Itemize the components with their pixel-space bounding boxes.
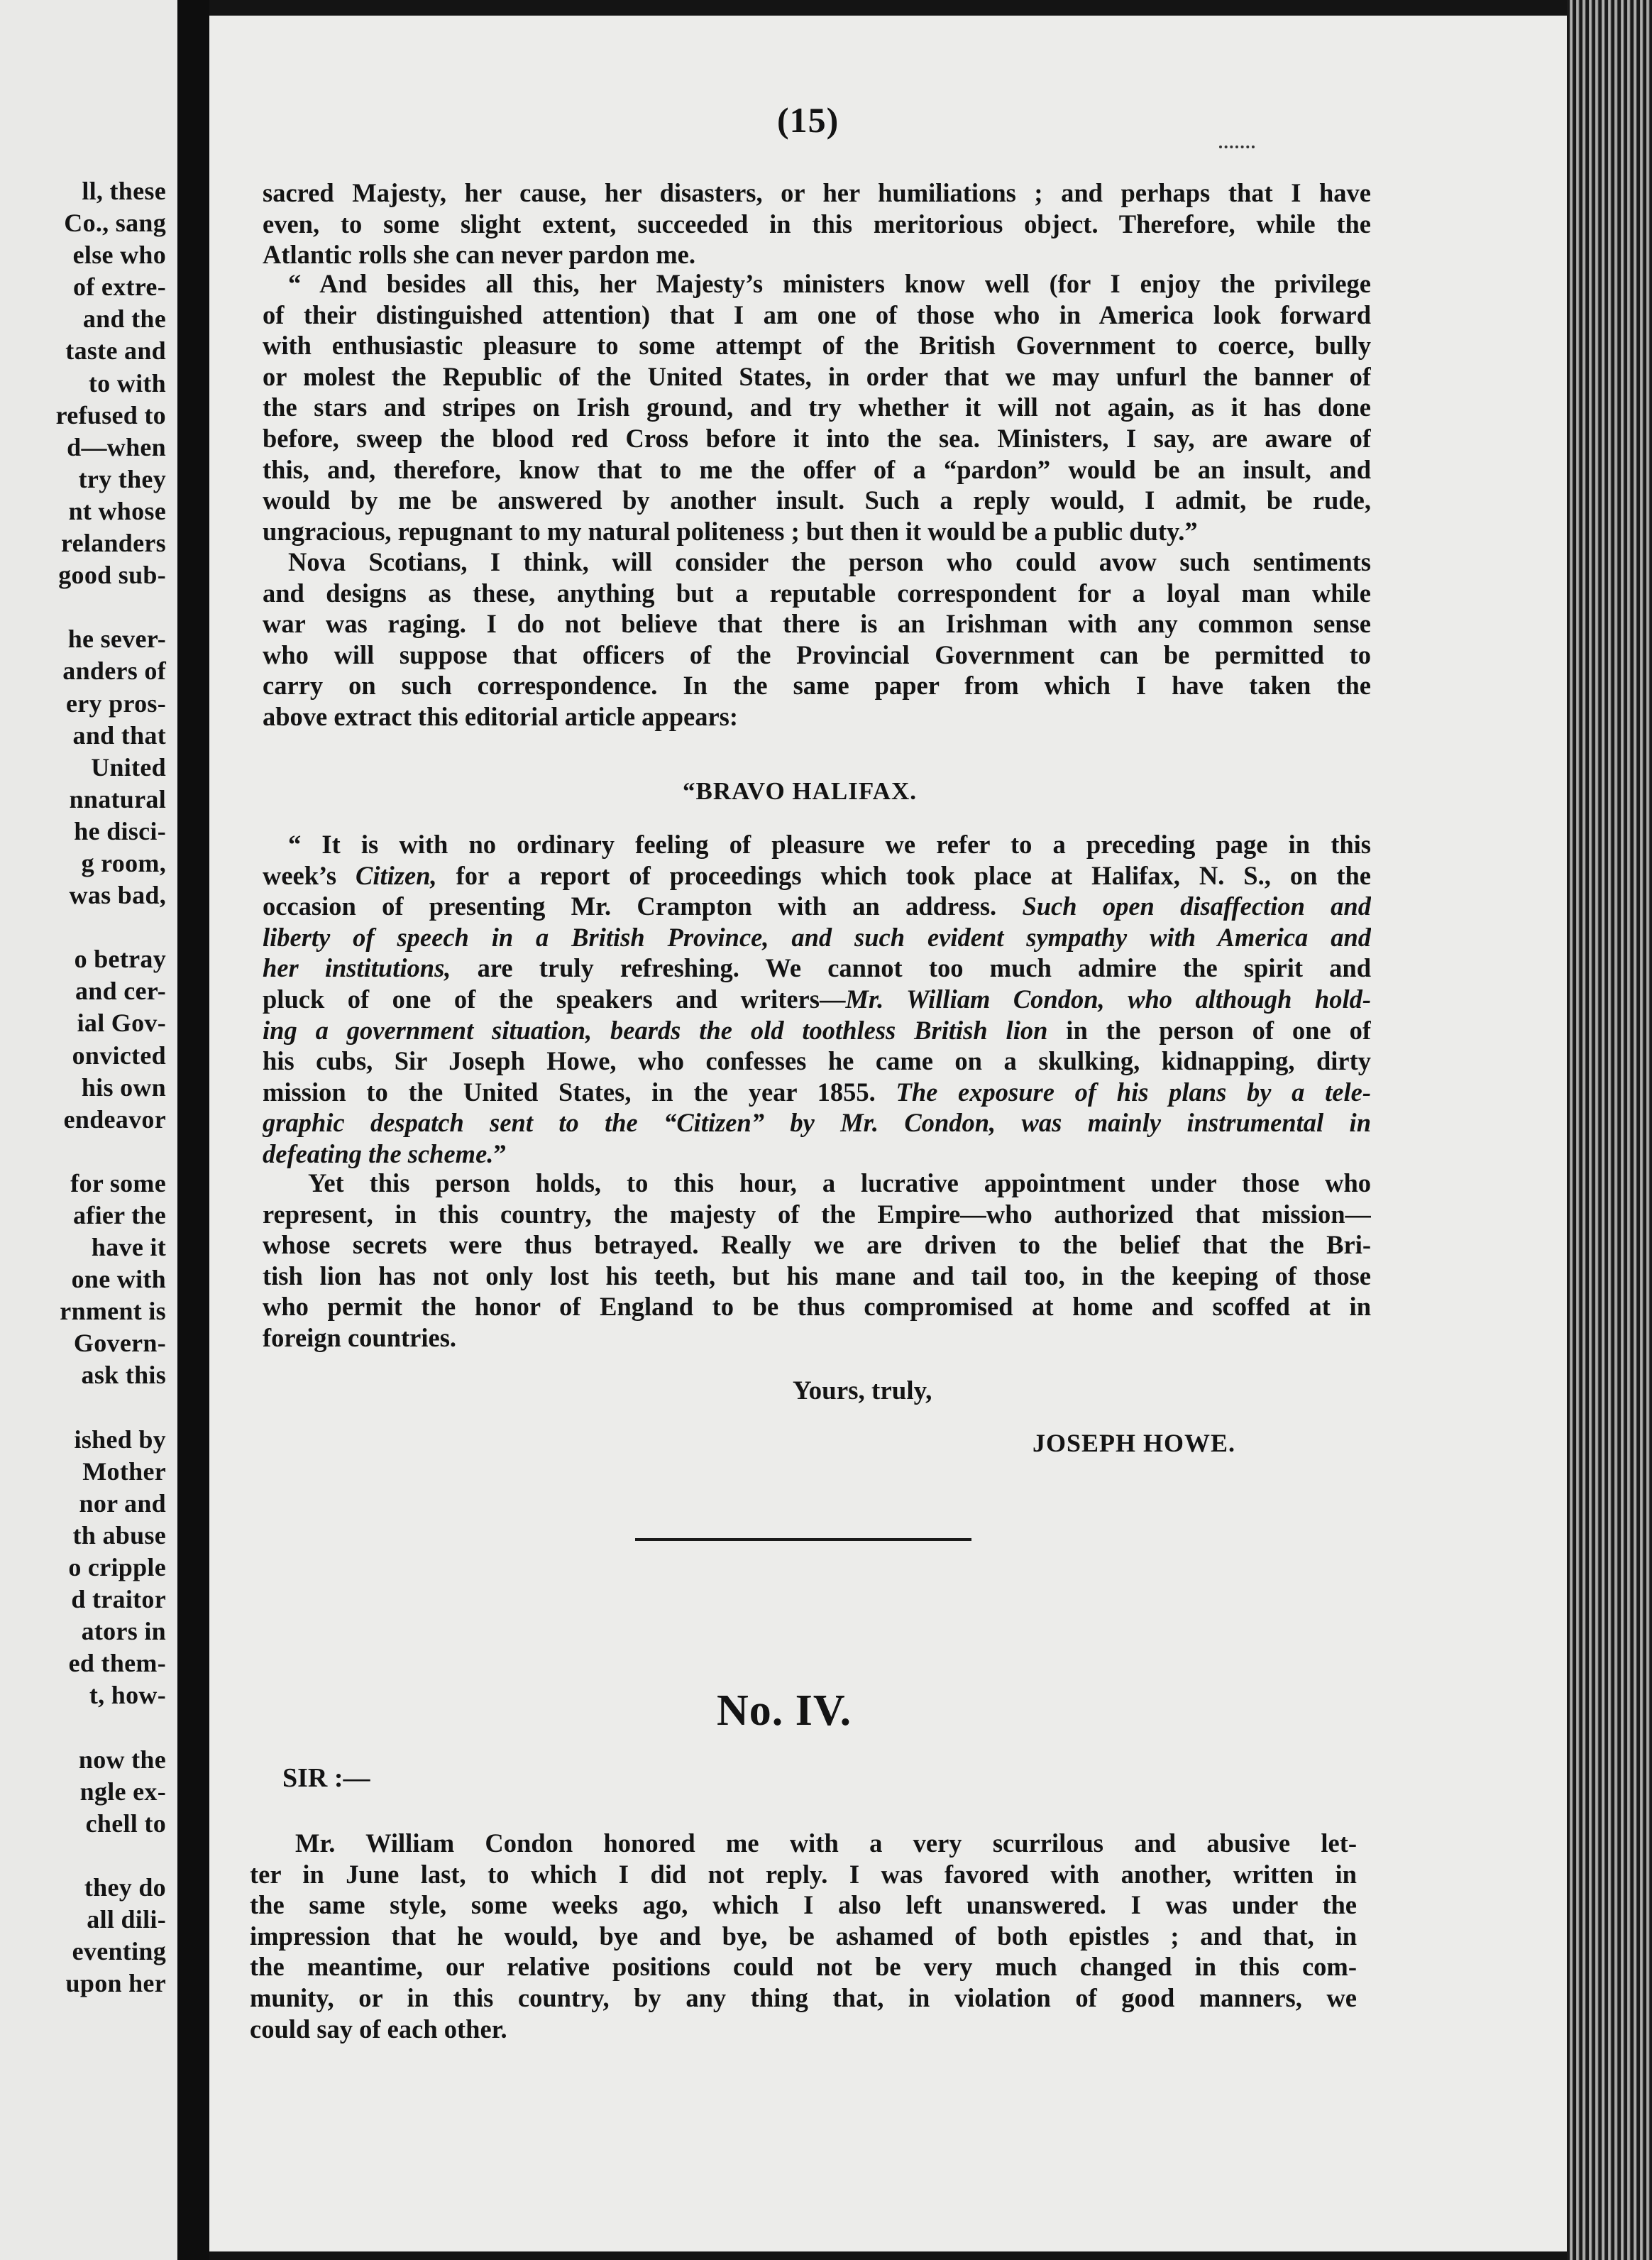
left-page-line: [56, 1840, 166, 1872]
text-line: pluck of one of the speakers and writers—Mr. William Condon, who although hold-: [263, 984, 1371, 1014]
left-page-line: they do: [84, 1872, 166, 1902]
text-line: his cubs, Sir Joseph Howe, who confesses he came on a skulking, kidnapping, dirty: [263, 1046, 1371, 1076]
left-page-line: was bad,: [69, 881, 166, 910]
left-page-line: for some: [70, 1168, 166, 1197]
text-line: the meantime, our relative positions could not be very much changed in this com-: [250, 1952, 1357, 1982]
left-page-line: refused to: [55, 400, 166, 429]
text-line: whose secrets were thus betrayed. Really we are driven to the belief that the Bri-: [263, 1230, 1371, 1260]
letter-signature: JOSEPH HOWE.: [1032, 1429, 1236, 1457]
left-page-line: relanders: [60, 529, 166, 558]
quoted-article-heading: “BRAVO HALIFAX.: [683, 777, 917, 805]
text-line: and designs as these, anything but a reputable correspondent for a loyal man while: [263, 578, 1371, 608]
text-line: liberty of speech in a British Province, and such evident sympathy with America and: [263, 922, 1371, 952]
left-page-line: one with: [71, 1265, 166, 1294]
left-page-line: nt whose: [68, 496, 166, 525]
left-page-line: Mother: [82, 1457, 166, 1486]
left-page-line: o betray: [74, 945, 166, 974]
text-line: the same style, some weeks ago, which I also left unanswered. I was under the: [250, 1890, 1357, 1920]
left-page-line: all dili-: [87, 1905, 166, 1934]
text-line: with enthusiastic pleasure to some attempt of the British Government to coerce, bully: [263, 331, 1371, 361]
left-page-line: his own: [81, 1073, 166, 1102]
text-line: mission to the United States, in the year 1855. The exposure of his plans by a tele-: [263, 1077, 1371, 1107]
text-line: “ It is with no ordinary feeling of pleasure we refer to a preceding page in this: [288, 830, 1371, 859]
text-line: Yet this person holds, to this hour, a lucrative appointment under those who: [308, 1168, 1371, 1197]
text-line: the stars and stripes on Irish ground, and try whether it will not again, as it has done: [263, 393, 1371, 422]
page-number: (15): [777, 100, 839, 140]
left-page-line: good sub-: [58, 561, 166, 590]
text-line: “ And besides all this, her Majesty’s ministers know well (for I enjoy the privilege: [288, 269, 1371, 298]
text-line: foreign countries.: [263, 1322, 457, 1352]
left-page-line: g room,: [81, 848, 166, 877]
text-line: even, to some slight extent, succeeded in this meritorious object. Therefore, while the: [263, 209, 1371, 238]
section-title: No. IV.: [717, 1686, 852, 1735]
paragraph-1: [263, 177, 1371, 270]
left-page-line: chell to: [85, 1809, 166, 1838]
left-page-line: ll, these: [82, 177, 166, 205]
left-page-line: d—when: [67, 432, 166, 461]
text-line: tish lion has not only lost his teeth, but his mane and tail too, in the keeping of those: [263, 1261, 1371, 1290]
page-edges: [1567, 0, 1652, 2260]
left-page-line: t, how-: [89, 1681, 166, 1710]
left-page-line: eventing: [72, 1937, 166, 1966]
left-page-line: afier the: [73, 1201, 166, 1229]
text-line: ter in June last, to which I did not reply. I was favored with another, written in: [250, 1859, 1357, 1889]
text-line: above extract this editorial article appears:: [263, 701, 739, 731]
left-page-line: ery pros-: [65, 689, 166, 718]
text-line: graphic despatch sent to the “Citizen” by Mr. Condon, was mainly instrumental in: [263, 1108, 1371, 1138]
left-page-line: ed them-: [68, 1649, 166, 1678]
left-page-line: Govern-: [73, 1329, 166, 1358]
text-line: who will suppose that officers of the Provincial Government can be permitted to: [263, 640, 1371, 669]
left-page-line: he sever-: [67, 625, 166, 654]
left-page-line: ngle ex-: [79, 1777, 166, 1806]
left-page-line: of extre-: [73, 273, 166, 302]
text-line: ing a government situation, beards the old toothless British lion in the person of one of: [263, 1015, 1371, 1045]
section-divider: [635, 1538, 971, 1541]
text-line: of their distinguished attention) that I am one of those who in America look forward: [263, 300, 1371, 329]
text-line: who permit the honor of England to be thus compromised at home and scoffed at in: [263, 1292, 1371, 1322]
left-page-line: ators in: [81, 1617, 166, 1646]
text-line: Atlantic rolls she can never pardon me.: [263, 240, 696, 270]
left-page-line: o cripple: [68, 1553, 166, 1582]
printer-mark: [1219, 146, 1255, 153]
text-line: defeating the scheme.”: [263, 1139, 507, 1168]
left-facing-page: [0, 0, 177, 2260]
text-line: war was raging. I do not believe that there is an Irishman with any common sense: [263, 609, 1371, 639]
left-page-line: and cer-: [75, 977, 166, 1006]
text-line: carry on such correspondence. In the same paper from which I have taken the: [263, 671, 1371, 701]
left-page-line: onvicted: [72, 1041, 166, 1070]
book-gutter: [177, 0, 209, 2260]
left-page-line: ial Gov-: [77, 1009, 166, 1038]
text-line: ungracious, repugnant to my natural politeness ; but then it would be a public duty.”: [263, 516, 1198, 546]
text-line: week’s Citizen, for a report of proceedings which took place at Halifax, N. S., on the: [263, 860, 1371, 890]
left-page-line: ished by: [74, 1425, 166, 1454]
text-line: or molest the Republic of the United States, in order that we may unfurl the banner of: [263, 361, 1371, 391]
paragraph-4-editorial-quote: [263, 829, 1371, 1170]
text-line: would by me be answered by another insult. Such a reply would, I admit, be rude,: [263, 486, 1371, 515]
left-page-line: [56, 1136, 166, 1168]
salutation: SIR :—: [282, 1763, 370, 1793]
text-line: occasion of presenting Mr. Crampton with an address. Such open disaffection and: [263, 892, 1371, 921]
paragraph-6: [250, 1828, 1357, 2044]
left-page-line: now the: [78, 1745, 166, 1774]
left-page-line: nor and: [79, 1488, 166, 1518]
left-page-line: United: [91, 752, 166, 781]
text-line: Mr. William Condon honored me with a very scurrilous and abusive let-: [295, 1828, 1357, 1858]
paragraph-2-quotation: [263, 268, 1371, 547]
text-line: this, and, therefore, know that to me the offer of a “pardon” would be an insult, and: [263, 454, 1371, 484]
left-page-line: and the: [82, 305, 166, 334]
left-page-line: th abuse: [72, 1520, 166, 1549]
text-line: sacred Majesty, her cause, her disasters, or her humiliations ; and perhaps that I have: [263, 178, 1371, 207]
left-page-line: else who: [72, 241, 166, 270]
left-page-line: try they: [78, 464, 166, 493]
left-page-line: ask this: [81, 1361, 166, 1390]
text-line: impression that he would, bye and bye, be ashamed of both epistles ; and that, in: [250, 1921, 1357, 1951]
left-page-line: taste and: [65, 336, 166, 366]
left-page-line: rnment is: [60, 1297, 166, 1326]
text-line: her institutions, are truly refreshing. We cannot too much admire the spirit and: [263, 953, 1371, 983]
left-page-line: he disci-: [74, 816, 166, 845]
left-page-line: [56, 911, 166, 943]
text-line: could say of each other.: [250, 2014, 507, 2044]
letter-closing: Yours, truly,: [793, 1376, 932, 1405]
left-page-line: and that: [72, 720, 166, 750]
paragraph-3: [263, 547, 1371, 733]
left-page-line: [56, 1712, 166, 1744]
text-line: Nova Scotians, I think, will consider the person who could avow such sentiments: [288, 547, 1371, 576]
text-line: munity, or in this country, by any thing that, in violation of good manners, we: [250, 1982, 1357, 2012]
left-page-line: endeavor: [63, 1104, 166, 1134]
left-page-line: [56, 591, 166, 623]
paragraph-5: [263, 1168, 1371, 1354]
left-page-line: have it: [91, 1233, 166, 1262]
left-page-line: nnatural: [69, 784, 166, 813]
text-line: before, sweep the blood red Cross before it into the sea. Ministers, I say, are aware of: [263, 423, 1371, 453]
left-page-line: anders of: [62, 657, 166, 686]
left-page-line: to with: [88, 368, 166, 397]
text-line: represent, in this country, the majesty of the Empire—who authorized that mission—: [263, 1199, 1371, 1229]
left-page-line: Co., sang: [64, 209, 166, 238]
left-page-line: upon her: [65, 1969, 166, 1998]
left-page-line: [56, 1392, 166, 1424]
left-page-text: [56, 175, 166, 2000]
left-page-line: d traitor: [71, 1585, 166, 1614]
